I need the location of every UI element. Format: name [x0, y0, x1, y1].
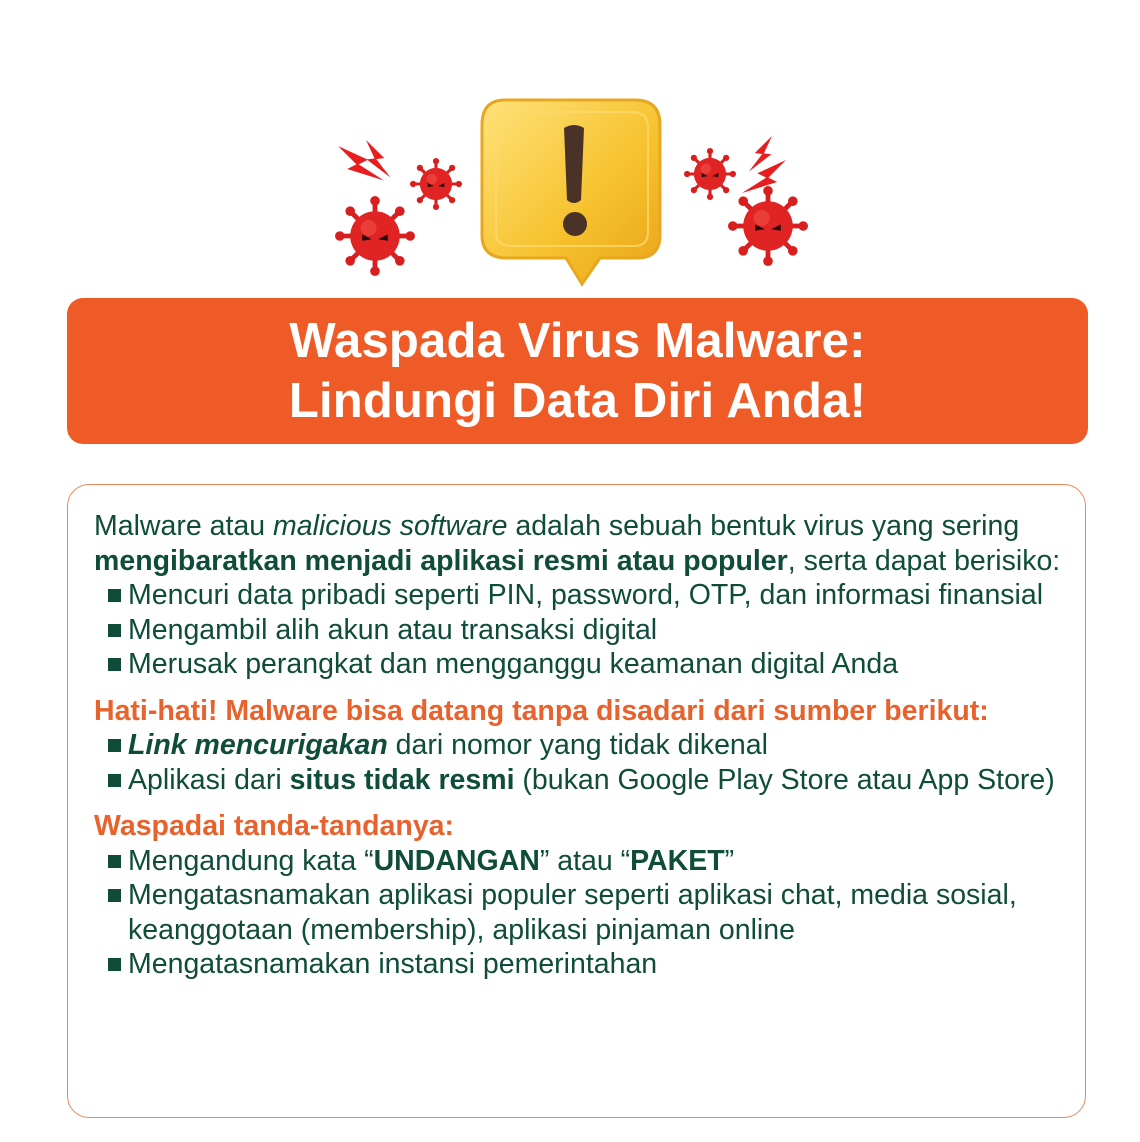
item-text: (bukan Google Play Store atau App Store): [514, 763, 1055, 796]
virus-icon: [684, 148, 736, 200]
item-bold-text: UNDANGAN: [373, 844, 540, 877]
item-text: ” atau “: [539, 844, 631, 877]
item-text: dari nomor yang tidak dikenal: [387, 729, 768, 761]
virus-icon: [410, 158, 462, 210]
intro-bold-text: mengibaratkan menjadi aplikasi resmi atau populer: [94, 544, 788, 577]
title-line-1: Waspada Virus Malware:: [289, 314, 866, 368]
list-item: [106, 728, 1061, 763]
intro-italic-term: malicious software: [273, 510, 508, 542]
intro-text: Malware atau: [94, 510, 274, 542]
title-line-2: Lindungi Data Diri Anda!: [288, 374, 867, 428]
lightning-icon: [742, 160, 786, 193]
warning-bubble-icon: [482, 100, 660, 284]
intro-text: adalah sebuah bentuk virus yang sering: [507, 510, 1020, 542]
sources-heading: Hati-hati! Malware bisa datang tanpa disadari dari sumber berikut:: [94, 694, 989, 727]
list-item: [106, 763, 1061, 798]
signs-heading: Waspadai tanda-tandanya:: [94, 810, 455, 842]
list-item: [106, 844, 1061, 879]
info-card: [67, 484, 1086, 1118]
signs-list: [106, 844, 1061, 982]
intro-text: , serta dapat berisiko:: [787, 544, 1061, 577]
list-item: Merusak perangkat dan mengganggu keamanan digital Anda: [106, 647, 1061, 682]
risk-list: [106, 578, 1061, 682]
item-text: Aplikasi dari: [128, 763, 290, 796]
list-item: Mencuri data pribadi seperti PIN, password, OTP, dan informasi finansial: [106, 578, 1061, 613]
list-item: Mengambil alih akun atau transaksi digital: [106, 613, 1061, 648]
virus-icon: [728, 186, 808, 266]
item-text: ”: [724, 844, 735, 877]
sources-list: [106, 728, 1061, 797]
item-bold-text: PAKET: [630, 844, 725, 877]
item-bold-text: Link mencurigakan: [128, 729, 388, 761]
title-banner: [67, 298, 1088, 444]
hero-illustration: [0, 0, 1140, 300]
item-bold-text: situs tidak resmi: [289, 763, 515, 796]
item-text: Mengandung kata “: [128, 844, 374, 877]
list-item: Mengatasnamakan aplikasi populer seperti aplikasi chat, media sosial, keanggotaan (membership), aplikasi pinjaman online: [106, 878, 1061, 947]
virus-icon: [335, 196, 415, 276]
intro-paragraph: [94, 509, 1061, 578]
list-item: Mengatasnamakan instansi pemerintahan: [106, 947, 1061, 982]
